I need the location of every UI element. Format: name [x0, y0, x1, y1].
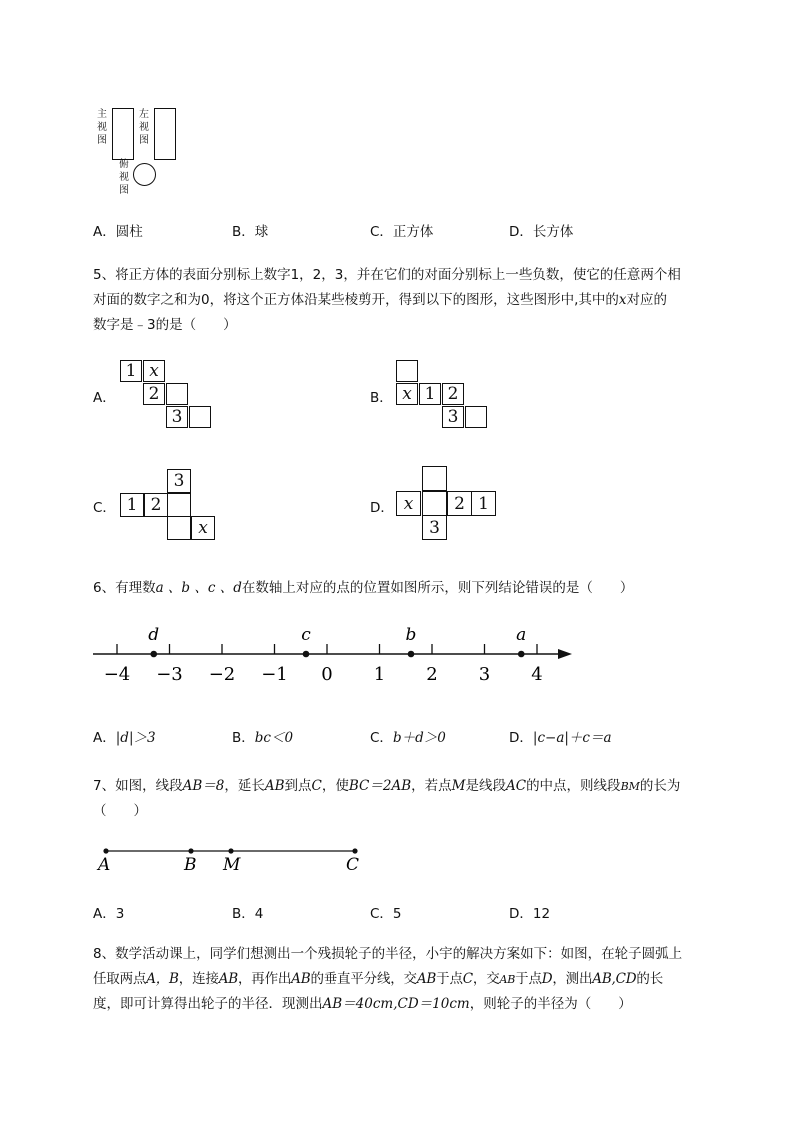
axis-tick-label: −4 [103, 664, 131, 685]
q5-net-b[interactable] [396, 360, 488, 428]
point-label: B [184, 855, 197, 875]
net-cell [167, 516, 191, 540]
axis-tick-label: −2 [208, 664, 236, 685]
q5-net-c[interactable] [120, 469, 220, 541]
net-cell: 1 [419, 383, 441, 405]
net-cell [465, 406, 487, 428]
net-cell: 3 [166, 406, 188, 428]
axis-tick-label: 2 [426, 664, 438, 685]
q5-stem-line2: 对面的数字之和为0，将这个正方体沿某些棱剪开，得到以下的图形，这些图形中,其中的x对应的 [93, 292, 668, 308]
axis-tick-label: −3 [156, 664, 183, 685]
q7-answer-paren: （ ） [93, 803, 147, 819]
net-cell: 2 [447, 491, 472, 516]
q7-stem: 7、如图，线段AB＝8，延长AB到点C，使BC＝2AB，若点M是线段AC的中点，则线段BM的长为 [93, 778, 681, 794]
net-cell [167, 493, 191, 517]
q6-option-b[interactable]: B．bc＜0 [232, 730, 294, 746]
net-cell: 1 [471, 491, 496, 516]
q7-option-b[interactable]: B．4 [232, 906, 264, 922]
q6-option-c[interactable]: C．b＋d＞0 [370, 730, 446, 746]
axis-tick-label: 4 [531, 664, 543, 685]
point-label: M [223, 855, 241, 875]
net-cell: 2 [143, 383, 165, 405]
q4-option-a[interactable]: A．圆柱 [93, 224, 143, 240]
left-view-rectangle [154, 108, 176, 160]
net-cell [189, 406, 211, 428]
point-label-d: d [148, 625, 160, 645]
q8-stem-line1: 8、数学活动课上，同学们想测出一个残损轮子的半径，小宇的解决方案如下：如图，在轮子圆弧上 [93, 946, 683, 962]
q8-stem-line2: 任取两点A，B，连接AB，再作出AB的垂直平分线，交AB于点C，交AB于点D，测出AB,CD的长 [93, 971, 664, 987]
axis-tick-label: 1 [373, 664, 386, 685]
net-cell: 1 [120, 493, 144, 517]
axis-tick-label: 3 [478, 664, 491, 685]
axis-tick-label: 0 [321, 664, 333, 685]
point-a [103, 848, 108, 853]
q5-option-c-label[interactable]: C． [93, 500, 116, 516]
front-view-rectangle [112, 108, 134, 160]
front-view-label: 主 视 图 [97, 109, 107, 146]
q5-option-a-label[interactable]: A． [93, 390, 116, 406]
net-cell [422, 466, 447, 491]
net-cell [422, 491, 447, 516]
q5-net-d[interactable] [396, 466, 500, 542]
q6-stem: 6、有理数a 、b 、c 、d在数轴上对应的点的位置如图所示，则下列结论错误的是（ ） [93, 580, 634, 596]
point-c [352, 848, 357, 853]
q6-option-a[interactable]: A．|d|＞3 [93, 730, 156, 746]
q5-net-a[interactable] [120, 360, 212, 428]
q5-stem-line3: 数字是﹣3的是（ ） [93, 317, 237, 333]
net-cell: 1 [120, 360, 142, 382]
point-d [150, 651, 157, 658]
net-cell [166, 383, 188, 405]
q4-option-b[interactable]: B．球 [232, 224, 269, 240]
net-cell: 2 [442, 383, 464, 405]
net-cell [396, 360, 418, 382]
point-a [518, 651, 525, 658]
q7-option-c[interactable]: C．5 [370, 906, 402, 922]
net-cell: 3 [422, 515, 447, 540]
q5-option-d-label[interactable]: D． [370, 500, 394, 516]
q7-option-d[interactable]: D．12 [509, 906, 551, 922]
point-label-c: c [301, 625, 311, 645]
point-b [408, 651, 415, 658]
left-view-label: 左 视 图 [139, 109, 149, 146]
net-cell: x [396, 383, 418, 405]
top-view-circle [133, 163, 156, 186]
net-cell: x [396, 491, 421, 516]
q7-option-a[interactable]: A．3 [93, 906, 125, 922]
q5-stem-line1: 5、将正方体的表面分别标上数字1，2，3，并在它们的对面分别标上一些负数，使它的任意两个相 [93, 267, 681, 283]
net-cell: 3 [442, 406, 464, 428]
net-cell: x [191, 516, 215, 540]
axis-arrow-icon [558, 649, 572, 659]
top-view-label: 俯 视 图 [119, 159, 129, 196]
point-label-b: b [405, 625, 417, 645]
net-cell: x [143, 360, 165, 382]
q6-number-line [88, 620, 578, 692]
q4-option-c[interactable]: C．正方体 [370, 224, 434, 240]
net-cell: 3 [167, 469, 191, 493]
q4-three-views-figure [96, 106, 186, 196]
q7-segment-figure [95, 840, 375, 880]
q5-option-b-label[interactable]: B． [370, 390, 393, 406]
point-b [188, 848, 193, 853]
point-m [228, 848, 233, 853]
point-c [303, 651, 310, 658]
q4-option-d[interactable]: D．长方体 [509, 224, 574, 240]
axis-tick-label: −1 [261, 664, 288, 685]
point-label: C [346, 855, 360, 875]
net-cell: 2 [144, 493, 168, 517]
q8-stem-line3: 度，即可计算得出轮子的半径．现测出AB＝40cm,CD＝10cm，则轮子的半径为（ ） [93, 996, 632, 1012]
point-label-a: a [516, 625, 527, 645]
point-label: A [98, 855, 111, 875]
q6-option-d[interactable]: D．|c−a|＋c＝a [509, 730, 612, 746]
